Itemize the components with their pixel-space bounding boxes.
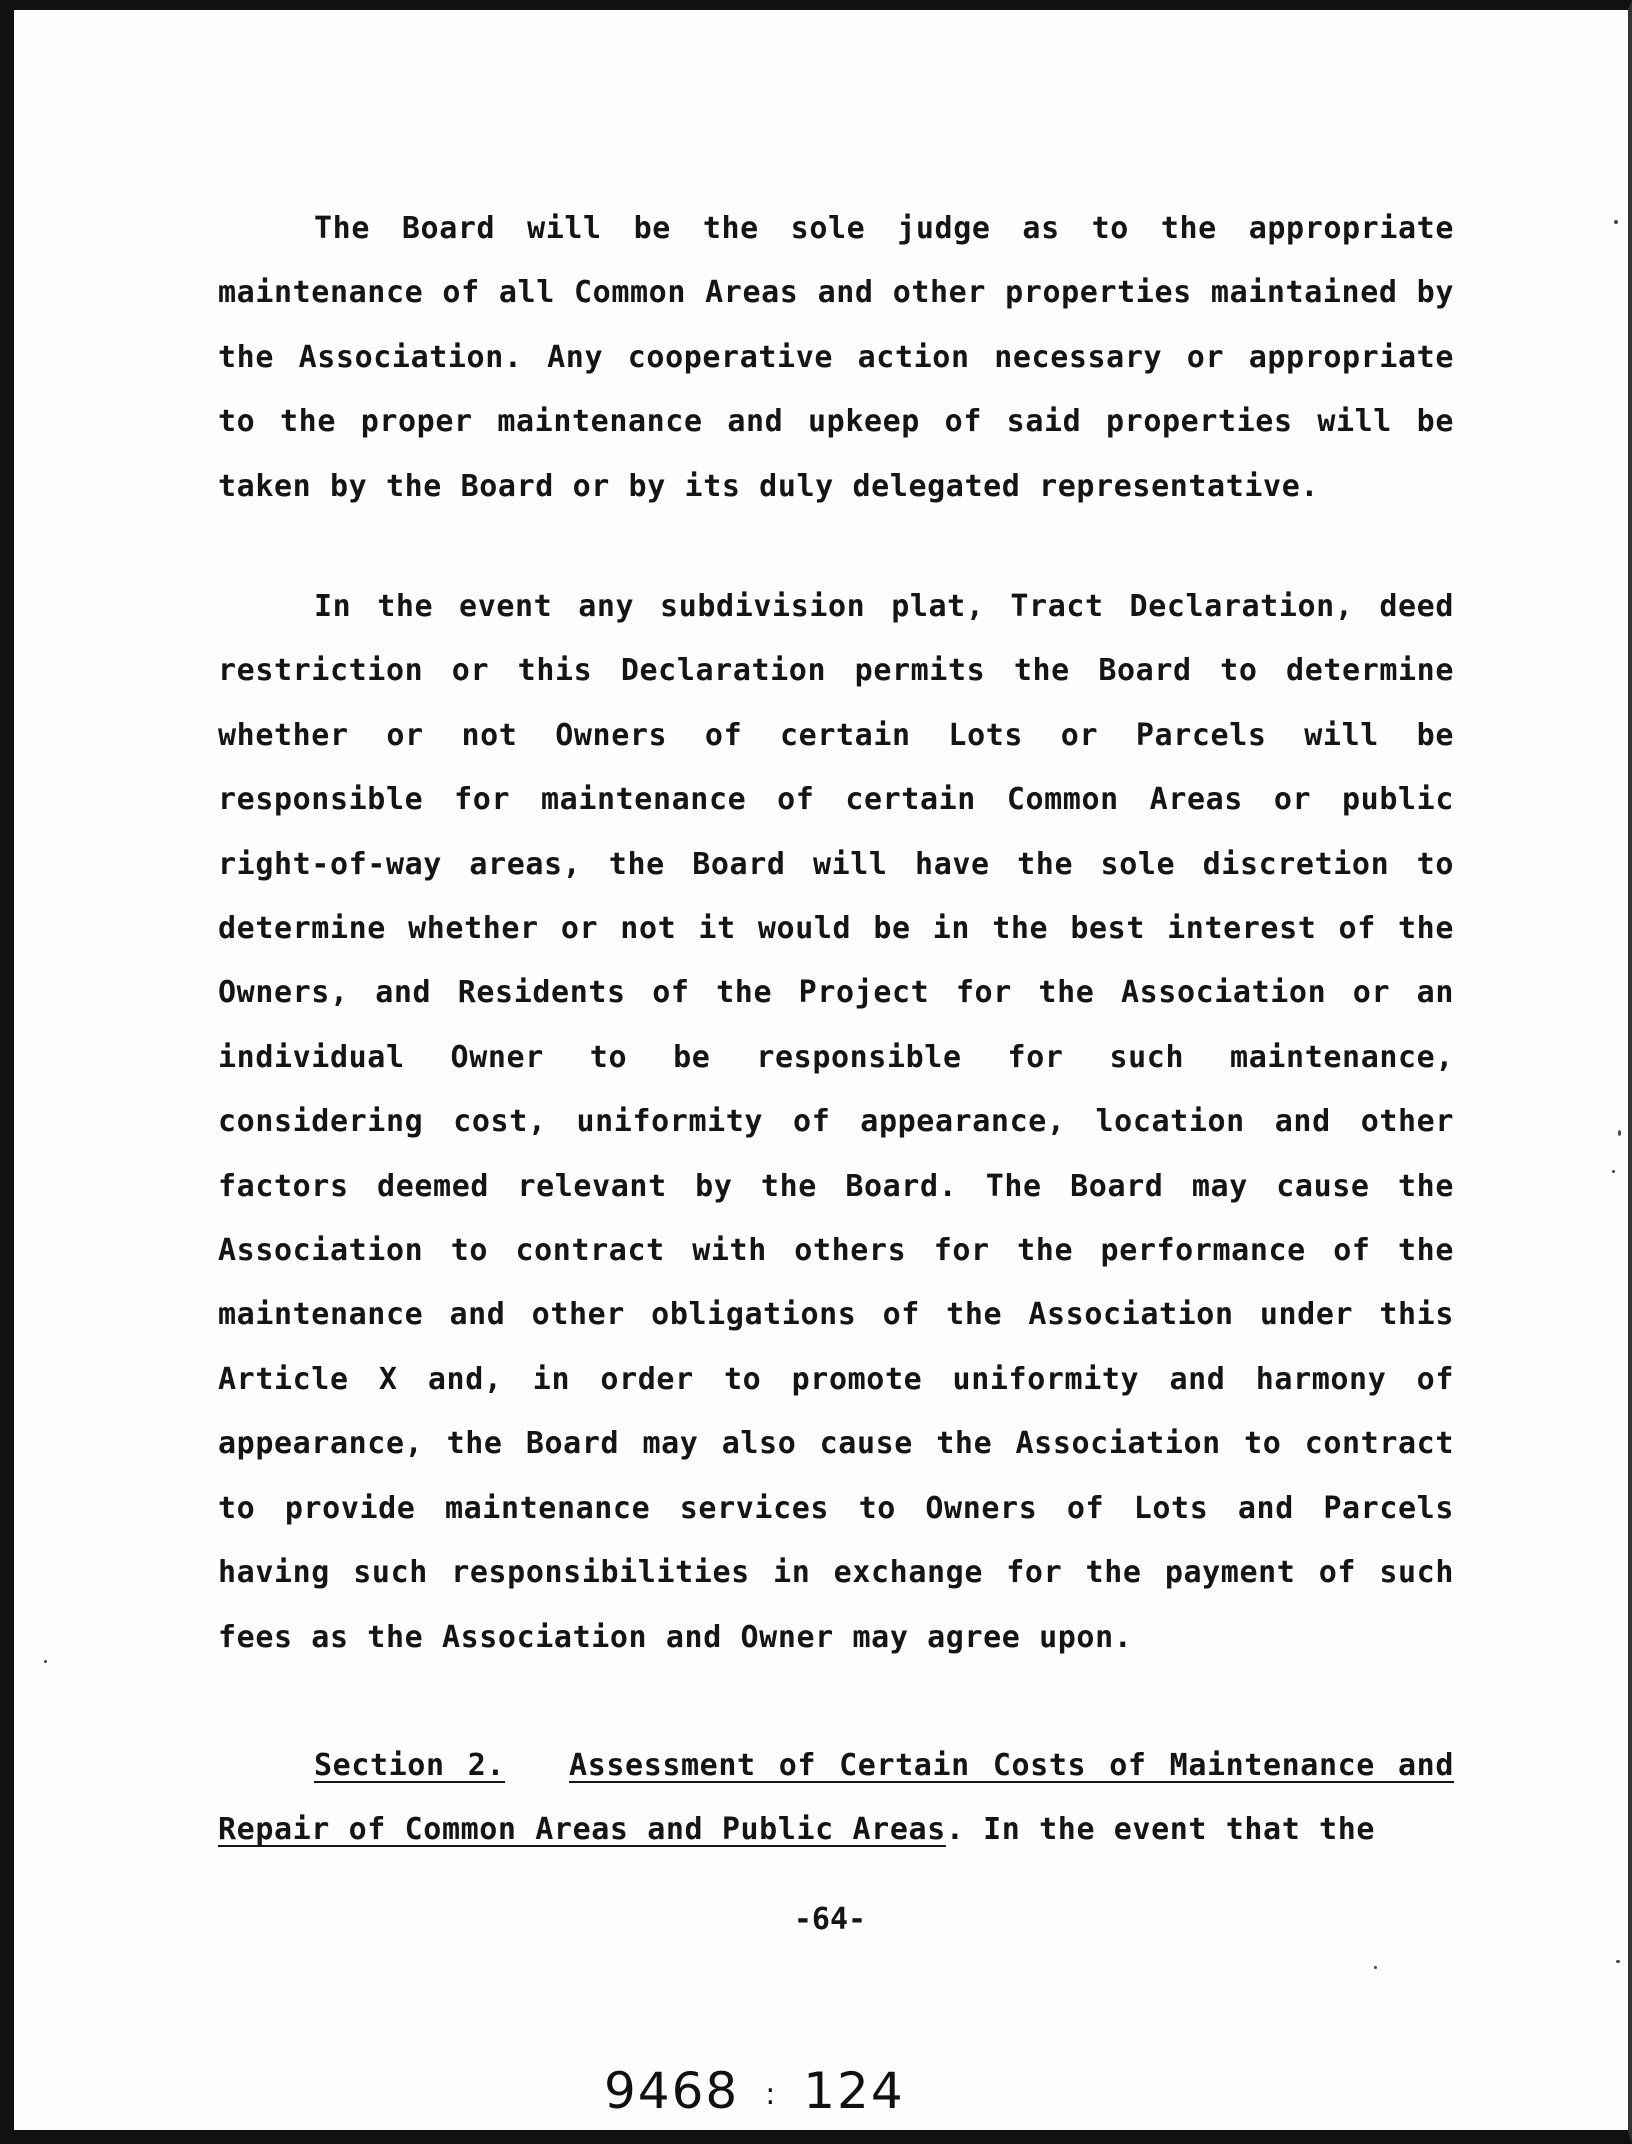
paragraph-board-judge: The Board will be the sole judge as to the appropriate maintenance of all Common Areas and other properties maintained by the Association. Any cooperative action necessary or appropriate to the proper maintenance and upkeep of said properties will be taken by the Board or by its duly delegated representative. <box>218 211 1454 504</box>
scan-speck <box>1614 220 1618 224</box>
scan-speck <box>1618 1130 1621 1136</box>
scan-speck <box>1616 1960 1620 1963</box>
section-trailing-text: . In the event that the <box>945 1812 1376 1848</box>
recording-stamp <box>604 2062 905 2120</box>
stamp-page-number: 124 <box>803 2062 905 2120</box>
section-label: Section 2. <box>314 1748 506 1783</box>
stamp-book-number: 9468 <box>604 2062 740 2120</box>
section-2-heading <box>218 1734 1454 1863</box>
page-number: -64- <box>793 1902 867 1937</box>
scan-speck <box>44 1660 47 1663</box>
stamp-separator: : <box>765 2077 778 2112</box>
section-title: Assessment of Certain Costs of Maintenance and Repair of Common Areas and Public Areas <box>218 1748 1454 1848</box>
scan-speck <box>1612 1170 1615 1173</box>
paragraph-maintenance-responsibility: In the event any subdivision plat, Tract Declaration, deed restriction or this Declaration permits the Board to determine whether or not Owners of certain Lots or Parcels will be responsible for maintenance of certain Common Areas or public right-of-way areas, the Board will have the sole discretion to determine whether or not it would be in the best interest of the Owners, and Residents of the Project for the Association or an individual Owner to be responsible for such maintenance, considering cost, uniformity of appearance, location and other factors deemed relevant by the Board. The Board may cause the Association to contract with others for the performance of the maintenance and other obligations of the Association under this Article X and, in order to promote uniformity and harmony of appearance, the Board may also cause the Association to contract to provide maintenance services to Owners of Lots and Parcels having such responsibilities in exchange for the payment of such fees as the Association and Owner may agree upon. <box>218 589 1454 1655</box>
scan-speck <box>1374 1966 1377 1969</box>
